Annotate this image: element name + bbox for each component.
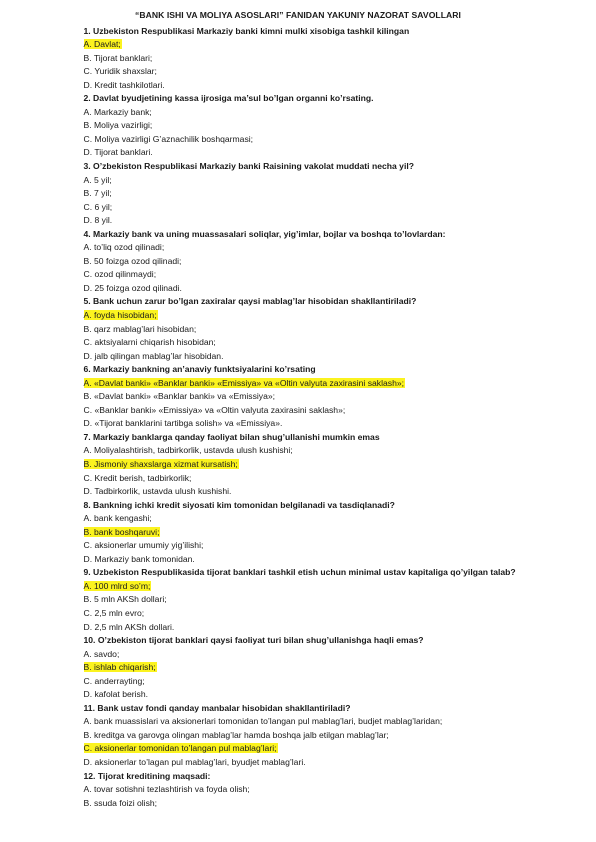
highlighted-answer: B. ishlab chiqarish; bbox=[83, 662, 156, 673]
answer-text: C. Yuridik shaxslar; bbox=[83, 66, 157, 77]
answer-text: A. to’liq ozod qilinadi; bbox=[83, 242, 165, 253]
question-block bbox=[84, 566, 539, 634]
answer-text: C. Moliya vazirligi G’aznachilik boshqarmasi; bbox=[83, 133, 254, 144]
question-text: 2. Davlat byudjetining kassa ijrosiga ma’sul bo’lgan organni ko’rsating. bbox=[83, 93, 374, 104]
answer-text: B. qarz mablag’lari hisobidan; bbox=[83, 323, 197, 334]
answer-text: A. bank muassislari va aksionerlari tomonidan to’langan pul mablag’lari, budjet mablag’laridan; bbox=[83, 716, 443, 727]
answer-option bbox=[84, 336, 539, 350]
answer-text: A. Markaziy bank; bbox=[83, 106, 152, 117]
answer-option bbox=[84, 187, 539, 201]
answer-option bbox=[84, 688, 539, 702]
answer-text: D. 2,5 mln AKSh dollari. bbox=[83, 621, 175, 632]
answer-option bbox=[84, 38, 539, 52]
answer-text: B. kreditga va garovga olingan mablag’lar hamda boshqa jalb etilgan mablag’lar; bbox=[83, 729, 389, 740]
answer-option bbox=[84, 742, 539, 756]
answer-option bbox=[84, 309, 539, 323]
answer-text: D. jalb qilingan mablag’lar hisobidan. bbox=[83, 350, 224, 361]
answer-option bbox=[84, 52, 539, 66]
question-text: 8. Bankning ichki kredit siyosati kim tomonidan belgilanadi va tasdiqlanadi? bbox=[83, 499, 395, 510]
answer-text: D. Markaziy bank tomonidan. bbox=[83, 553, 195, 564]
answer-text: D. 8 yil. bbox=[83, 215, 113, 226]
answer-option bbox=[84, 526, 539, 540]
question-block bbox=[84, 295, 539, 363]
answer-option bbox=[84, 661, 539, 675]
page-title: “BANK ISHI VA MOLIYA ASOSLARI” FANIDAN YAKUNIY NAZORAT SAVOLLARI bbox=[135, 10, 461, 20]
answer-text: A. tovar sotishni tezlashtirish va foyda olish; bbox=[83, 784, 250, 795]
highlighted-answer: A. foyda hisobidan; bbox=[83, 309, 157, 320]
question-block bbox=[84, 363, 539, 431]
answer-option bbox=[84, 268, 539, 282]
answer-option bbox=[84, 255, 539, 269]
question-text: 1. Uzbekiston Respublikasi Markaziy banki kimni mulki xisobiga tashkil kilingan bbox=[83, 25, 410, 36]
answer-option bbox=[84, 282, 539, 296]
answer-option bbox=[84, 553, 539, 567]
answer-option bbox=[84, 133, 539, 147]
answer-text: D. Tijorat banklari. bbox=[83, 147, 153, 158]
question-text: 11. Bank ustav fondi qanday manbalar hisobidan shakllantiriladi? bbox=[83, 702, 351, 713]
answer-text: C. Kredit berish, tadbirkorlik; bbox=[83, 472, 192, 483]
highlighted-answer: A. Davlat; bbox=[83, 39, 121, 50]
question-text: 12. Tijorat kreditining maqsadi: bbox=[83, 770, 211, 781]
answer-text: B. Moliya vazirligi; bbox=[83, 120, 153, 131]
answer-option bbox=[84, 174, 539, 188]
answer-option bbox=[84, 756, 539, 770]
answer-text: D. kafolat berish. bbox=[83, 689, 148, 700]
question-block bbox=[84, 92, 539, 160]
answer-text: D. Kredit tashkilotlari. bbox=[83, 79, 165, 90]
answer-option bbox=[84, 323, 539, 337]
question-text: 3. O’zbekiston Respublikasi Markaziy banki Raisining vakolat muddati necha yil? bbox=[83, 160, 414, 171]
answer-option bbox=[84, 539, 539, 553]
highlighted-answer: A. 100 mlrd so’m; bbox=[83, 580, 151, 591]
answer-option bbox=[84, 648, 539, 662]
answer-text: D. 25 foizga ozod qilinadi. bbox=[83, 282, 182, 293]
answer-text: D. Tadbirkorlik, ustavda ulush kushishi. bbox=[83, 486, 232, 497]
highlighted-answer: C. aksionerlar tomonidan to’langan pul mablag’lari; bbox=[83, 743, 277, 754]
answer-option bbox=[84, 241, 539, 255]
answer-text: B. ssuda foizi olish; bbox=[83, 797, 158, 808]
question-block bbox=[84, 702, 539, 770]
answer-option bbox=[84, 119, 539, 133]
answer-text: A. 5 yil; bbox=[83, 174, 112, 185]
answer-option bbox=[84, 444, 539, 458]
answer-text: B. «Davlat banki» «Banklar banki» va «Emissiya»; bbox=[83, 391, 276, 402]
answer-option bbox=[84, 715, 539, 729]
answer-option bbox=[84, 485, 539, 499]
answer-option bbox=[84, 797, 539, 811]
answer-option bbox=[84, 458, 539, 472]
answer-text: A. bank kengashi; bbox=[83, 513, 152, 524]
answer-option bbox=[84, 350, 539, 364]
answer-text: C. ozod qilinmaydi; bbox=[83, 269, 157, 280]
answer-option bbox=[84, 79, 539, 93]
question-text: 10. O’zbekiston tijorat banklari qaysi faoliyat turi bilan shug’ullanishga haqli emas? bbox=[83, 635, 424, 646]
answer-option bbox=[84, 65, 539, 79]
answer-text: C. anderrayting; bbox=[83, 675, 145, 686]
question-block bbox=[84, 160, 539, 228]
answer-option bbox=[84, 729, 539, 743]
question-text: 6. Markaziy bankning an’anaviy funktsiyalarini ko’rsating bbox=[83, 364, 316, 375]
question-text: 4. Markaziy bank va uning muassasalari soliqlar, yig’imlar, bojlar va boshqa to’lovlardan: bbox=[83, 228, 446, 239]
question-block bbox=[84, 431, 539, 499]
highlighted-answer: B. bank boshqaruvi; bbox=[83, 526, 160, 537]
answer-text: C. 2,5 mln evro; bbox=[83, 608, 145, 619]
answer-text: C. aktsiyalarni chiqarish hisobidan; bbox=[83, 337, 216, 348]
answer-text: D. aksionerlar to’lagan pul mablag’lari, byudjet mablag’lari. bbox=[83, 757, 306, 768]
question-block bbox=[84, 634, 539, 702]
question-list bbox=[84, 25, 539, 811]
answer-option bbox=[84, 512, 539, 526]
highlighted-answer: A. «Davlat banki» «Banklar banki» «Emissiya» va «Oltin valyuta zaxirasini saklash»; bbox=[83, 377, 405, 388]
question-text: 7. Markaziy banklarga qanday faoliyat bilan shug’ullanishi mumkin emas bbox=[83, 431, 380, 442]
question-block bbox=[84, 25, 539, 93]
answer-option bbox=[84, 580, 539, 594]
answer-option bbox=[84, 390, 539, 404]
answer-option bbox=[84, 783, 539, 797]
answer-option bbox=[84, 607, 539, 621]
answer-option bbox=[84, 146, 539, 160]
question-text: 9. Uzbekiston Respublikasida tijorat banklari tashkil etish uchun minimal ustav kapitaliga qo’yilgan talab? bbox=[83, 567, 516, 578]
answer-option bbox=[84, 417, 539, 431]
answer-option bbox=[84, 593, 539, 607]
answer-text: A. savdo; bbox=[83, 648, 120, 659]
answer-option bbox=[84, 675, 539, 689]
question-text: 5. Bank uchun zarur bo’lgan zaxiralar qaysi mablag’lar hisobidan shakllantiriladi? bbox=[83, 296, 417, 307]
highlighted-answer: B. Jismoniy shaxslarga xizmat kursatish; bbox=[83, 459, 238, 469]
answer-option bbox=[84, 214, 539, 228]
answer-text: B. Tijorat banklari; bbox=[83, 52, 153, 63]
answer-text: C. aksionerlar umumiy yig’ilishi; bbox=[83, 540, 204, 551]
answer-option bbox=[84, 201, 539, 215]
answer-text: C. «Banklar banki» «Emissiya» va «Oltin valyuta zaxirasini saklash»; bbox=[83, 404, 346, 415]
answer-text: D. «Tijorat banklarini tartibga solish» va «Emissiya». bbox=[83, 418, 283, 429]
question-block bbox=[84, 228, 539, 296]
answer-option bbox=[84, 106, 539, 120]
question-block bbox=[84, 770, 539, 811]
answer-option bbox=[84, 404, 539, 418]
answer-text: C. 6 yil; bbox=[83, 201, 113, 212]
answer-text: A. Moliyalashtirish, tadbirkorlik, ustavda ulush kushishi; bbox=[83, 445, 293, 456]
answer-option bbox=[84, 377, 539, 391]
answer-text: B. 5 mln AKSh dollari; bbox=[83, 594, 167, 605]
question-block bbox=[84, 499, 539, 567]
answer-option bbox=[84, 621, 539, 635]
answer-text: B. 50 foizga ozod qilinadi; bbox=[83, 255, 182, 266]
answer-option bbox=[84, 472, 539, 486]
answer-text: B. 7 yil; bbox=[83, 188, 112, 199]
